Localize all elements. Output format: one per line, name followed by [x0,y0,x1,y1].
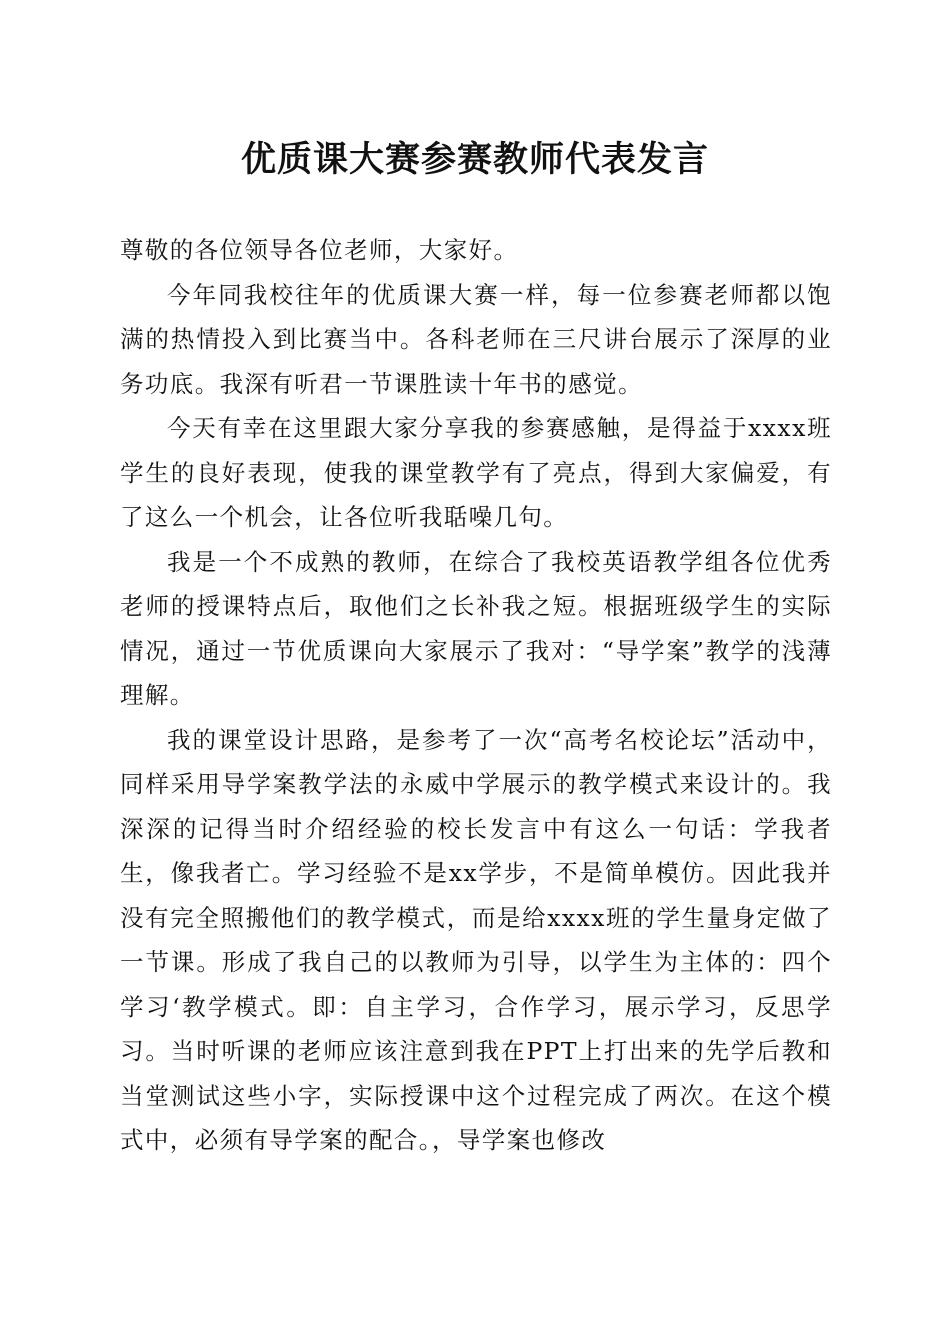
document-title: 优质课大赛参赛教师代表发言 [240,139,709,180]
document-body [120,228,832,1163]
paragraph-2: 今天有幸在这里跟大家分享我的参赛感触，是得益于xxxx班学生的良好表现，使我的课堂教学有了亮点，得到大家偏爱，有了这么一个机会，让各位听我聒噪几句。 [120,414,832,531]
paragraph-3: 我是一个不成熟的教师，在综合了我校英语教学组各位优秀老师的授课特点后，取他们之长补我之短。根据班级学生的实际情况，通过一节优质课向大家展示了我对：“导学案”教学的浅薄理解。 [120,547,832,709]
greeting-line: 尊敬的各位领导各位老师，大家好。 [120,236,519,264]
paragraph-1: 今年同我校往年的优质课大赛一样，每一位参赛老师都以饱满的热情投入到比赛当中。各科老师在三尺讲台展示了深厚的业务功底。我深有听君一节课胜读十年书的感觉。 [120,280,832,398]
paragraph-4: 我的课堂设计思路，是参考了一次“高考名校论坛”活动中，同样采用导学案教学法的永威中学展示的教学模式来设计的。我深深的记得当时介绍经验的校长发言中有这么一句话：学我者生，像我者亡。学习经验不是xx学步，不是简单模仿。因此我并没有完全照搬他们的教学模式，而是给xxxx班的学生量身定做了一节课。形成了我自己的以教师为引导，以学生为主体的：四个学习‘教学模式。即：自主学习，合作学习，展示学习，反思学习。当时听课的老师应该注意到我在PPT上打出来的先学后教和当堂测试这些小字，实际授课中这个过程完成了两次。在这个模式中，必须有导学案的配合。，导学案也修改 [120,725,832,1154]
